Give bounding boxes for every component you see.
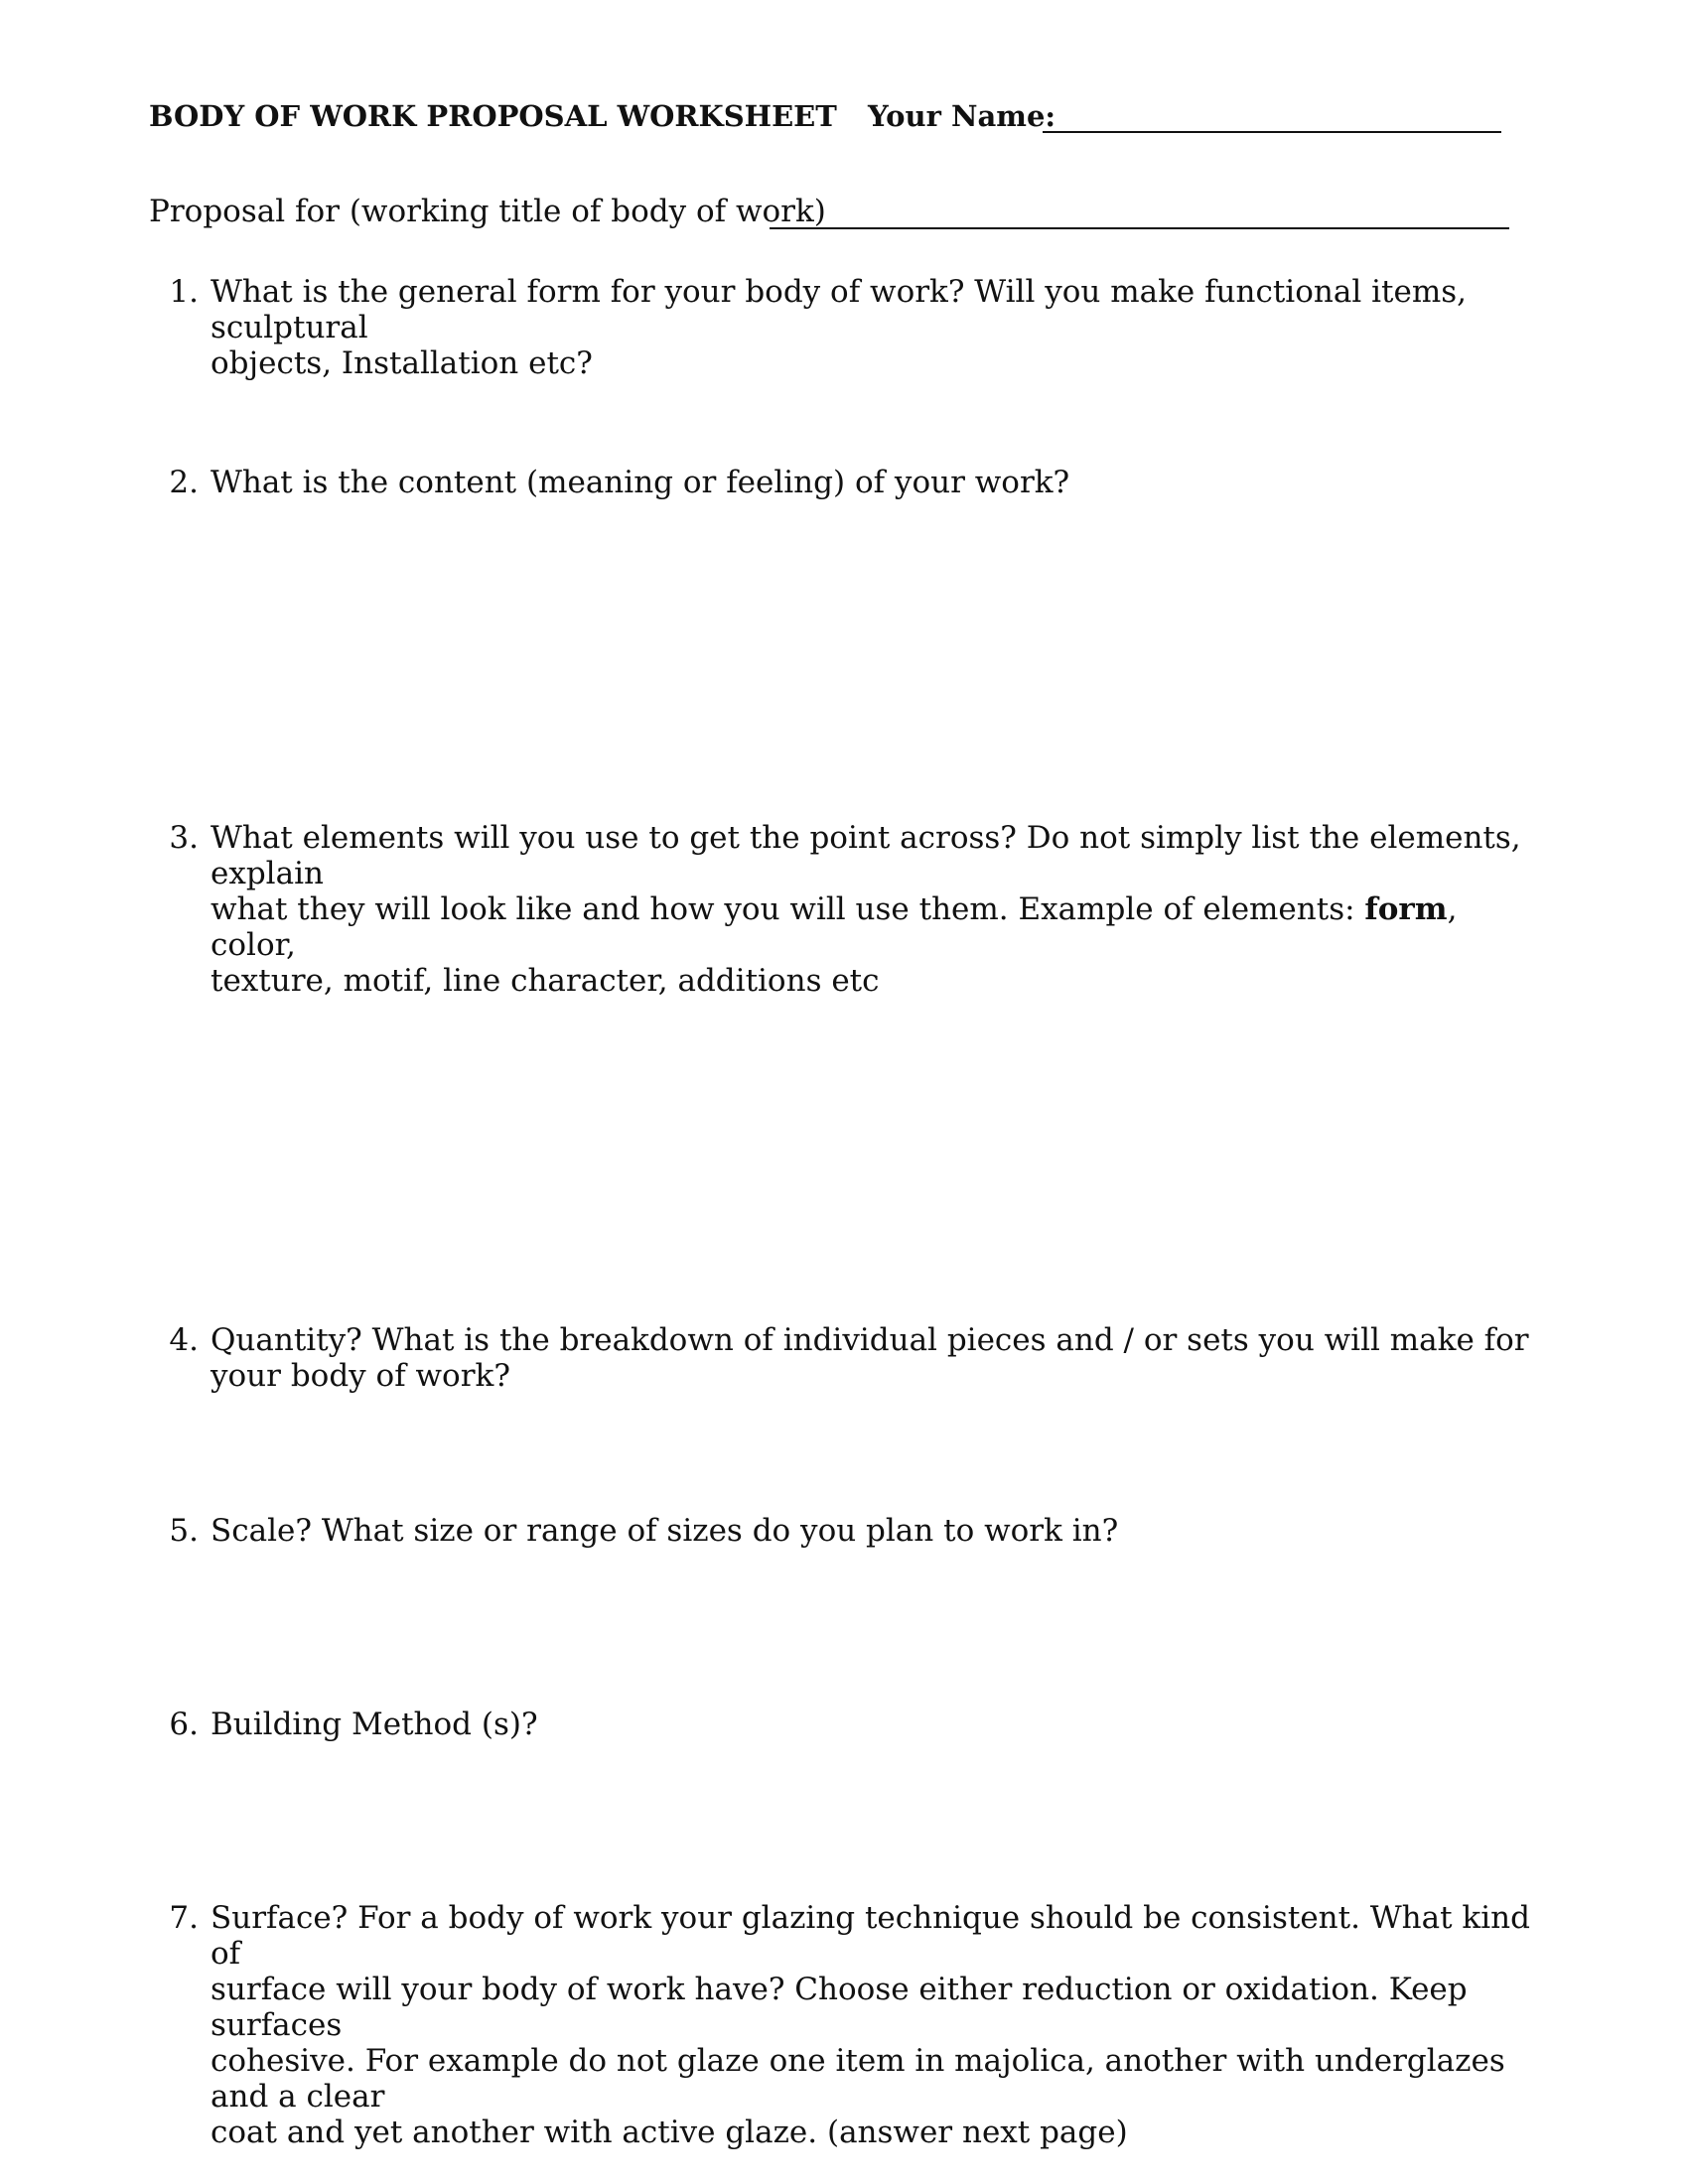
question-2 xyxy=(149,465,1539,500)
question-1 xyxy=(149,274,1539,381)
name-label: Your Name: xyxy=(868,99,1056,133)
question-6 xyxy=(149,1706,1539,1742)
question-text: Surface? For a body of work your glazing technique should be consistent. What kind of surface will your body of work have? Choose either reduction or oxidation. Keep surfaces cohesive. For example do not glaze one item in majolica, another with underglazes and a clear coat and yet another with active glaze. (answer next page) xyxy=(211,1900,1530,2150)
question-number: 5. xyxy=(169,1513,199,1549)
question-7 xyxy=(149,1900,1539,2150)
question-number: 4. xyxy=(169,1322,199,1358)
question-text: What elements will you use to get the point across? Do not simply list the elements, explain what they will look like and how you will use them. Example of elements: form, color, texture, motif, line character, additions etc xyxy=(211,820,1521,999)
question-text: Scale? What size or range of sizes do you plan to work in? xyxy=(211,1513,1119,1549)
question-3 xyxy=(149,820,1539,999)
question-number: 2. xyxy=(169,465,199,500)
question-text: What is the content (meaning or feeling) of your work? xyxy=(211,465,1070,500)
proposal-row xyxy=(149,194,1539,237)
worksheet-header xyxy=(149,99,1539,143)
question-text: What is the general form for your body of work? Will you make functional items, sculptural objects, Installation etc? xyxy=(211,274,1467,381)
question-number: 7. xyxy=(169,1900,199,1936)
proposal-label: Proposal for (working title of body of work) xyxy=(149,194,826,229)
proposal-title-field-line[interactable] xyxy=(770,227,1509,229)
question-number: 3. xyxy=(169,820,199,856)
question-number: 6. xyxy=(169,1706,199,1742)
name-field-line[interactable] xyxy=(1043,131,1501,133)
question-text: Quantity? What is the breakdown of individual pieces and / or sets you will make for your body of work? xyxy=(211,1322,1529,1394)
question-5 xyxy=(149,1513,1539,1549)
question-text: Building Method (s)? xyxy=(211,1706,538,1742)
question-4 xyxy=(149,1322,1539,1394)
question-number: 1. xyxy=(169,274,199,310)
bold-term-form: form xyxy=(1364,891,1448,927)
page-title: BODY OF WORK PROPOSAL WORKSHEET xyxy=(149,99,837,133)
